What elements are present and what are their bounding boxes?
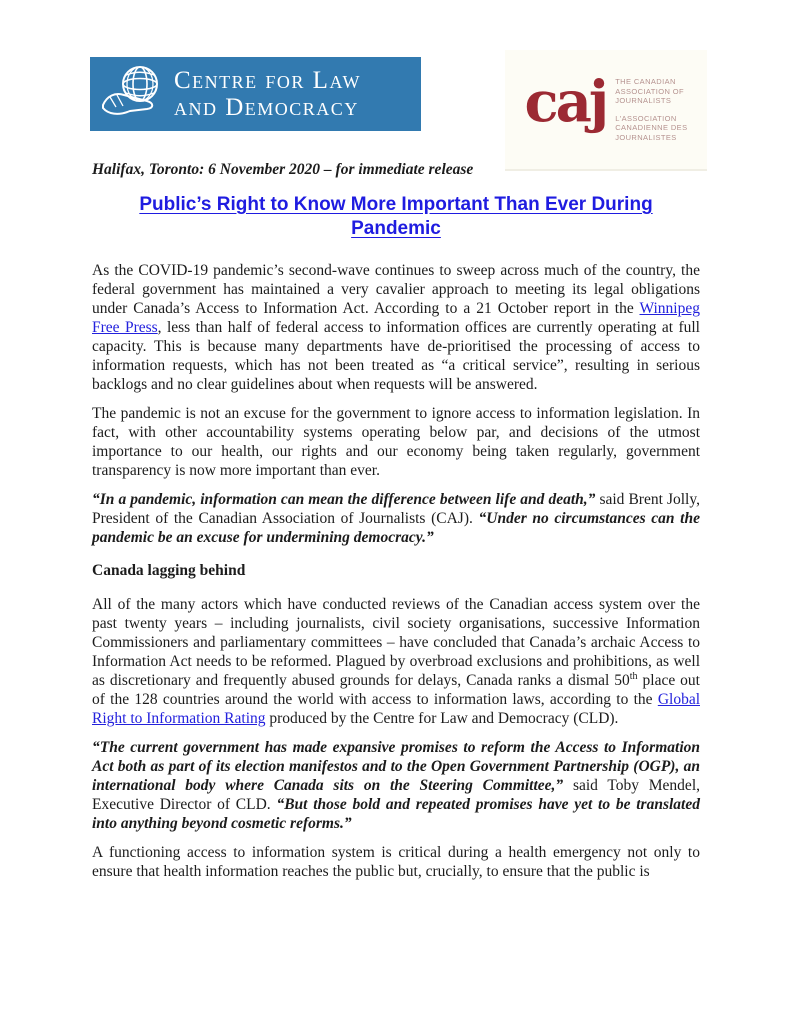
quote-segment: “In a pandemic, information can mean the difference between life and death,” [92,491,596,508]
cld-logo [90,57,421,131]
text-segment: place out of the 128 countries around the world with access to information laws, according to the [92,672,700,708]
quote-segment: “Under no circumstances can the pandemic be an excuse for undermining democracy.” [92,510,700,546]
paragraph-4 [92,595,700,728]
paragraph-6 [92,843,700,881]
ordinal-superscript: th [629,670,638,682]
hand-globe-icon [100,61,170,128]
paragraph-2 [92,404,700,480]
section-heading-canada-lagging-behind: Canada lagging behind [92,562,246,579]
text-segment: As the COVID-19 pandemic’s second-wave continues to sweep across much of the country, the federal government has maintained a very cavalier approach to meeting its legal obligations under Canada’s Access to Information Act. According to a 21 October report in the [92,262,700,317]
paragraph-1 [92,261,700,394]
caj-english-name: THE CANADIAN ASSOCIATION OF JOURNALISTS [615,77,684,105]
text-segment: The pandemic is not an excuse for the government to ignore access to information legislation. In fact, with other accountability systems operating below par, and decisions of the utmost importance to our health, our rights and our economy being taken regularly, government transparency is now more important than ever. [92,405,700,479]
cld-logo-line1: Centre for Law [174,67,361,94]
quote-segment: “The current government has made expansive promises to reform the Access to Information Act both as part of its election manifestos and to the Open Government Partnership (OGP), an international body where Canada sits on the Steering Committee,” [92,739,700,794]
cld-logo-text [174,67,361,121]
text-segment: said Brent Jolly, President of the Canadian Association of Journalists (CAJ). [92,491,700,527]
text-segment: produced by the Centre for Law and Democracy (CLD). [265,710,619,727]
caj-french-name: L'ASSOCIATION CANADIENNE DES JOURNALISTES [615,113,688,142]
text-segment: , less than half of federal access to information offices are currently operating at full capacity. This is because many departments have de-prioritised the processing of access to information requests, which has not been treated as “a critical service”, resulting in serious backlogs and no clear guidelines about when requests will be answered. [92,319,700,393]
winnipeg-free-press-link[interactable]: Winnipeg Free Press [92,300,700,336]
quote-segment: “But those bold and repeated promises have yet to be translated into anything beyond cosmetic reforms.” [92,796,700,832]
global-rti-rating-link[interactable]: Global Right to Information Rating [92,691,700,727]
dateline: Halifax, Toronto: 6 November 2020 – for immediate release [92,161,474,178]
text-segment: A functioning access to information system is critical during a health emergency not only to ensure that health information reaches the public but, crucially, to ensure that the public is [92,844,700,880]
paragraph-3-quote [92,490,700,547]
text-segment: All of the many actors which have conducted reviews of the Canadian access system over the past twenty years – including journalists, civil society organisations, successive Information Commissioners and parliamentary committees – have concluded that Canada’s archaic Access to Information Act needs to be reformed. Plagued by overbroad exclusions and prohibitions, as well as discretionary and frequently abused grounds for delays, Canada ranks a dismal 50 [92,596,700,689]
paragraph-5-quote [92,738,700,833]
page-title: Public’s Right to Know More Important Than Ever During Pandemic [139,194,653,239]
caj-logo [505,50,707,171]
caj-wordmark: caj [524,69,607,136]
caj-logo-text [615,77,687,142]
text-segment: said Toby Mendel, Executive Director of CLD. [92,777,700,813]
document-body [92,160,700,891]
cld-logo-line2: and Democracy [174,94,359,121]
